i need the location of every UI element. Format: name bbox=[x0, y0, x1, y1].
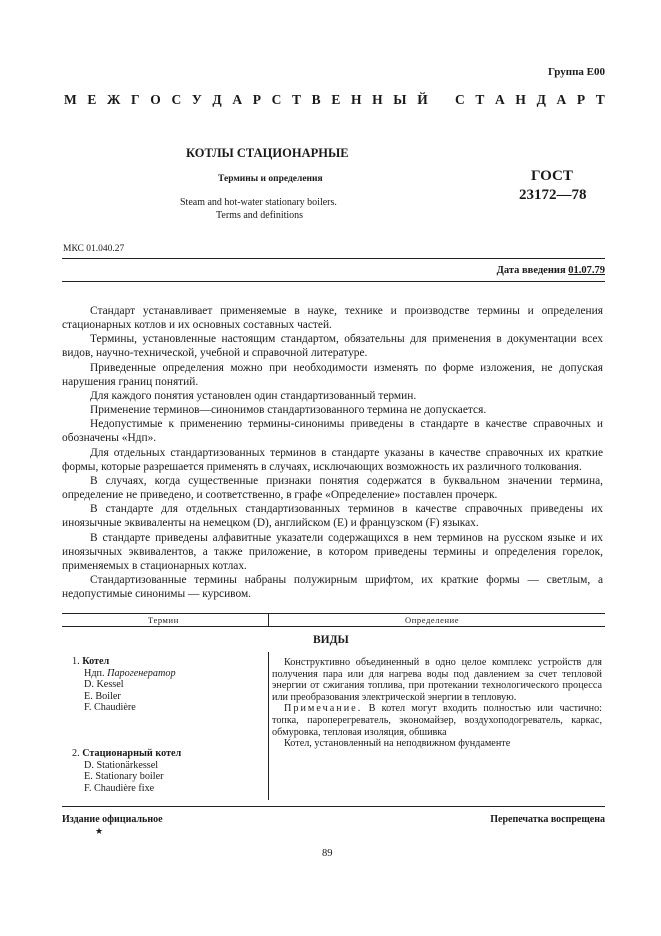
star-icon: ★ bbox=[95, 826, 104, 836]
term-german: D. Kessel bbox=[84, 679, 124, 691]
paragraph: Термины, установленные настоящим стандартом, обязательны для применения в документации всех видов, научно-технической, учебной и справочной литературе. bbox=[62, 333, 603, 360]
column-divider bbox=[268, 613, 269, 626]
group-code: Группа Е00 bbox=[547, 66, 605, 78]
term-column bbox=[72, 656, 181, 794]
heading-letter: Т bbox=[292, 92, 302, 107]
heading-letter: Ы bbox=[393, 92, 407, 107]
heading-letter: Й bbox=[417, 92, 428, 107]
reprint-prohibited: Перепечатка воспрещена bbox=[490, 814, 605, 825]
note-text: В котел могут входить полностью или частично: топка, пароперегреватель, экономайзер, воздухоподогреватель, каркас, обмуровка, тепловая изоляция, обшивка bbox=[272, 703, 603, 738]
paragraph: Недопустимые к применению термины-синонимы приведены в стандарте в качестве справочных и обозначены «Ндп». bbox=[62, 418, 603, 445]
table-header-bottom-rule bbox=[62, 626, 605, 627]
definition-column bbox=[272, 657, 602, 750]
footer-rule bbox=[62, 806, 605, 807]
heading-gap bbox=[438, 92, 444, 108]
heading-letter: Е bbox=[87, 92, 97, 107]
document-title: КОТЛЫ СТАЦИОНАРНЫЕ bbox=[186, 146, 349, 160]
heading-letter: Р bbox=[576, 92, 586, 107]
intro-date-label: Дата введения bbox=[496, 265, 569, 276]
paragraph: В стандарте приведены алфавитные указатели содержащихся в нем терминов на русском языке и их иноязычных эквивалентов, а также приложение, в котором приведены термины и определения горелок, применяемых в стационарных котлах. bbox=[62, 531, 603, 572]
term-english: E. Boiler bbox=[84, 690, 121, 702]
heading-letter: М bbox=[64, 92, 77, 107]
column-header-term: Термин bbox=[148, 615, 179, 625]
heading-letter: Т bbox=[475, 92, 485, 107]
note-label: Примечание. bbox=[284, 703, 363, 715]
heading-letter: Е bbox=[331, 92, 341, 107]
page-number: 89 bbox=[322, 848, 333, 859]
heading-letter: Н bbox=[515, 92, 526, 107]
english-title-line2: Terms and definitions bbox=[216, 210, 304, 221]
definition-2: Котел, установленный на неподвижном фундаменте bbox=[284, 738, 511, 750]
term-french: F. Chaudière fixe bbox=[84, 782, 155, 794]
term-german: D. Stationärkessel bbox=[84, 759, 159, 771]
term-number: 1. bbox=[72, 656, 80, 667]
mks-code: МКС 01.040.27 bbox=[63, 244, 125, 254]
paragraph: Стандарт устанавливает применяемые в науке, технике и производстве термины и определения стационарных котлов и их основных составных частей. bbox=[62, 305, 603, 332]
heading-letter: А bbox=[495, 92, 505, 107]
heading-letter: Н bbox=[350, 92, 362, 107]
column-divider bbox=[268, 652, 269, 800]
term-name: Стационарный котел bbox=[82, 747, 182, 759]
gost-designation bbox=[519, 167, 587, 205]
heading-letter: Т bbox=[595, 92, 605, 107]
definition-1: Конструктивно объединенный в одно целое комплекс устройств для получения пара или для нагрева воды под давлением за счет тепловой энергии от сжигания топлива, при протекании технологического процесса или преобразования электрической энергии в тепловую. bbox=[272, 657, 602, 703]
column-header-definition: Определение bbox=[405, 615, 460, 625]
term-french: F. Chaudière bbox=[84, 702, 136, 714]
paragraph: В случаях, когда существенные признаки понятия содержатся в буквальном значении термина, определение не приведено, и соответственно, в графе «Определение» поставлен прочерк. bbox=[62, 474, 603, 502]
heading-letter: С bbox=[271, 92, 282, 107]
paragraph: Стандартизованные термины набраны полужирным шрифтом, их краткие формы — светлым, а недопустимые синонимы — курсивом. bbox=[62, 573, 603, 601]
paragraph: Применение терминов—синонимов стандартизованного термина не допускается. bbox=[90, 404, 487, 417]
gost-label: ГОСТ bbox=[531, 168, 573, 184]
heading-letter: В bbox=[311, 92, 321, 107]
table-header-top-rule bbox=[62, 613, 605, 614]
heading-letter: О bbox=[150, 92, 161, 107]
term-entry-1 bbox=[72, 656, 181, 668]
term-english: E. Stationary boiler bbox=[84, 771, 164, 783]
paragraph: Для отдельных стандартизованных терминов в стандарте указаны в качестве справочных их краткие формы, которые разрешается применять в случаях, исключающих возможность их различного толкования. bbox=[62, 446, 603, 473]
document-subtitle: Термины и определения bbox=[218, 174, 323, 184]
ndp-term: Парогенератор bbox=[107, 667, 176, 679]
intro-date bbox=[497, 265, 605, 276]
ndp-prefix: Ндп. bbox=[84, 667, 105, 679]
heading-letter: Г bbox=[131, 92, 140, 107]
definition-note bbox=[272, 703, 602, 738]
term-number: 2. bbox=[72, 747, 80, 759]
heading-letter: Д bbox=[212, 92, 222, 107]
heading-letter: У bbox=[191, 92, 202, 107]
intro-date-value: 01.07.79 bbox=[568, 265, 605, 276]
date-rule bbox=[62, 281, 605, 282]
paragraph: В стандарте для отдельных стандартизованных терминов в качестве справочных приведены их иноязычные эквиваленты на немецком (D), английском (E) и французском (F) языках. bbox=[62, 503, 603, 530]
paragraph: Приведенные определения можно при необходимости изменять по форме изложения, не допуская нарушения границ понятий. bbox=[62, 361, 603, 388]
heading-letter: А bbox=[232, 92, 243, 107]
ndp-synonym bbox=[72, 668, 181, 680]
gost-number: 23172—78 bbox=[519, 187, 587, 203]
heading-letter: С bbox=[454, 92, 465, 107]
heading-letter: Н bbox=[372, 92, 383, 107]
heading-letter: Д bbox=[536, 92, 546, 107]
heading-letter: Ж bbox=[107, 92, 121, 107]
heading-letter: А bbox=[556, 92, 567, 107]
section-heading: ВИДЫ bbox=[313, 634, 349, 646]
interstate-standard-heading bbox=[64, 92, 605, 108]
heading-letter: Р bbox=[252, 92, 261, 107]
heading-letter: С bbox=[171, 92, 182, 107]
body-text bbox=[62, 304, 603, 601]
term-name: Котел bbox=[82, 656, 110, 667]
english-title-line1: Steam and hot-water stationary boilers. bbox=[180, 197, 337, 208]
paragraph: Для каждого понятия установлен один стандартизованный термин. bbox=[90, 389, 417, 402]
header-rule bbox=[62, 258, 605, 259]
term-entry-2 bbox=[72, 748, 181, 760]
official-edition: Издание официальное bbox=[62, 814, 163, 825]
